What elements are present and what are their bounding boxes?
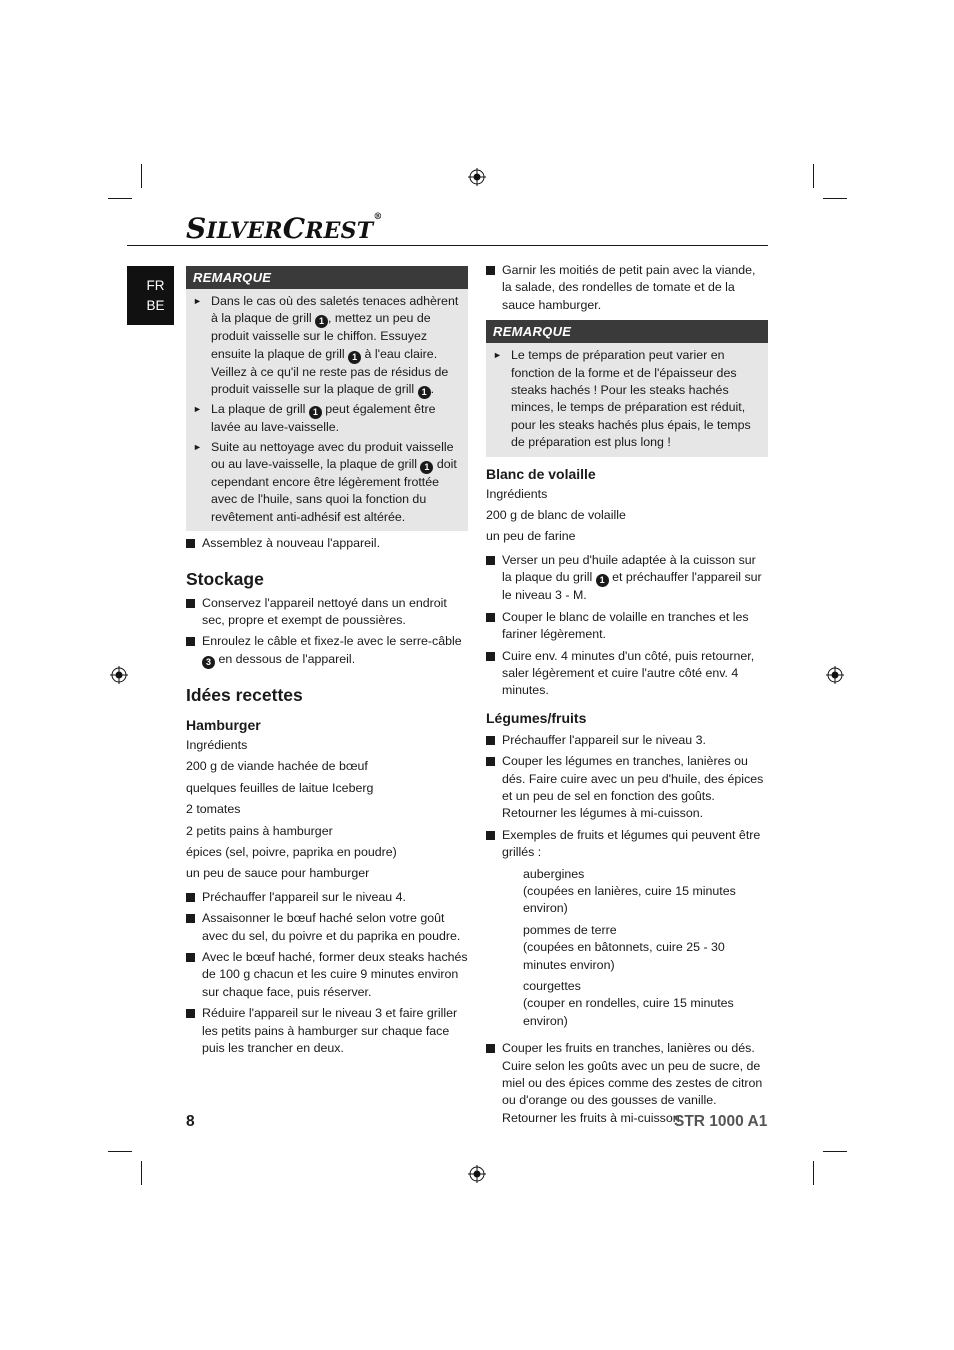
note-box (486, 320, 768, 456)
registration-mark-icon (468, 1165, 486, 1183)
list-item: Préchauffer l'appareil sur le niveau 3. (486, 732, 768, 749)
crop-mark (108, 1151, 132, 1152)
list-item: Couper les légumes en tranches, lanières ou dés. Faire cuire avec un peu d'huile, des épices et un peu de sel en fonction des goûts. Retourner les légumes à mi-cuisson. (486, 753, 768, 823)
list-item: 200 g de blanc de volaille (486, 508, 626, 523)
brand-logo: SILVERCREST® (186, 212, 383, 245)
list-item: épices (sel, poivre, paprika en poudre) (186, 844, 397, 859)
subsection-title: Hamburger (186, 716, 261, 733)
header-rule (127, 245, 768, 246)
list-item: Enroulez le câble et fixez-le avec le serre-câble 3 en dessous de l'appareil. (186, 633, 468, 668)
note-box (186, 266, 468, 531)
list-item: Avec le bœuf haché, former deux steaks hachés de 100 g chacun et les cuire 9 minutes environ sur chaque face, puis réserver. (186, 949, 468, 1001)
list-item: 2 petits pains à hamburger (186, 823, 333, 838)
crop-mark (141, 1161, 142, 1185)
subsection-title: Légumes/fruits (486, 709, 587, 726)
list-item: Conservez l'appareil nettoyé dans un endroit sec, propre et exempt de poussières. (186, 595, 468, 630)
registration-mark-icon (110, 666, 128, 684)
list-item: un peu de farine (486, 529, 576, 544)
list-item: Réduire l'appareil sur le niveau 3 et faire griller les petits pains à hamburger sur chaque face puis les trancher en deux. (186, 1005, 468, 1057)
page-number: 8 (186, 1113, 195, 1130)
list-item: Exemples de fruits et légumes qui peuvent être grillés : (486, 827, 768, 862)
crop-mark (141, 164, 142, 188)
list-item: Assaisonner le bœuf haché selon votre goût avec du sel, du poivre et du paprika en poudre. (186, 910, 468, 945)
list-item: Couper les fruits en tranches, lanières ou dés. Cuire selon les goûts avec un peu de sucre, de miel ou des épices comme des zestes de citron ou d'orange ou des gousses de vanille. Retourner les fruits à mi-cuisson. (486, 1040, 768, 1127)
crop-mark (813, 164, 814, 188)
crop-mark (823, 198, 847, 199)
model-number: STR 1000 A1 (674, 1113, 768, 1130)
left-column (186, 266, 468, 1057)
section-title: Idées recettes (186, 684, 303, 705)
note-title: REMARQUE (186, 266, 468, 289)
crop-mark (108, 198, 132, 199)
list-item: Assemblez à nouveau l'appareil. (186, 535, 468, 552)
example-item: aubergines (coupées en lanières, cuire 15 minutes environ) (523, 866, 736, 916)
list-item: Verser un peu d'huile adaptée à la cuisson sur la plaque du grill 1 et préchauffer l'appareil sur le niveau 3 - M. (486, 552, 768, 605)
ingredients-label: Ingrédients (186, 737, 248, 752)
right-column (486, 262, 768, 1127)
note-item: ► La plaque de grill 1 peut également être lavée au lave-vaisselle. (193, 401, 462, 436)
list-item: quelques feuilles de laitue Iceberg (186, 780, 374, 795)
note-title: REMARQUE (486, 320, 768, 343)
registration-mark-icon (468, 168, 486, 186)
list-item: Cuire env. 4 minutes d'un côté, puis retourner, saler légèrement et cuire l'autre côté env. 4 minutes. (486, 648, 768, 700)
list-item: 2 tomates (186, 802, 241, 817)
list-item: un peu de sauce pour hamburger (186, 866, 370, 881)
crop-mark (813, 1161, 814, 1185)
list-item: Couper le blanc de volaille en tranches et les fariner légèrement. (486, 609, 768, 644)
example-item: pommes de terre (coupées en bâtonnets, cuire 25 - 30 minutes environ) (523, 922, 725, 972)
ingredients-label: Ingrédients (486, 486, 548, 501)
note-item: ► Le temps de préparation peut varier en fonction de la forme et de l'épaisseur des steaks hachés ! Pour les steaks hachés minces, le temps de préparation est réduit, pour les steaks hachés plus épais, le temps de préparation est plus long ! (493, 347, 762, 451)
list-item: Garnir les moitiés de petit pain avec la viande, la salade, des rondelles de tomate et de la sauce hamburger. (486, 262, 768, 314)
section-title: Stockage (186, 568, 264, 589)
subsection-title: Blanc de volaille (486, 465, 596, 482)
example-item: courgettes (couper en rondelles, cuire 15 minutes environ) (523, 979, 734, 1028)
registration-mark-icon (826, 666, 844, 684)
crop-mark (823, 1151, 847, 1152)
note-item: ► Suite au nettoyage avec du produit vaisselle ou au lave-vaisselle, la plaque de grill 1 doit cependant encore être légèrement frottée avec de l'huile, sans quoi la fonction du revêtement anti-adhésif est altérée. (193, 439, 462, 527)
language-tab: FR BE (127, 266, 174, 325)
note-item: ► Dans le cas où des saletés tenaces adhèrent à la plaque de grill 1 , mettez un peu de produit vaisselle sur le chiffon. Essuyez ensuite la plaque de grill 1 à l'eau claire. Veillez à ce qu'il ne reste pas de résidus de produit vaisselle sur la plaque de grill 1 . (193, 293, 462, 399)
list-item: 200 g de viande hachée de bœuf (186, 759, 368, 774)
ingredients-list (186, 758, 468, 882)
list-item: Préchauffer l'appareil sur le niveau 4. (186, 889, 468, 906)
